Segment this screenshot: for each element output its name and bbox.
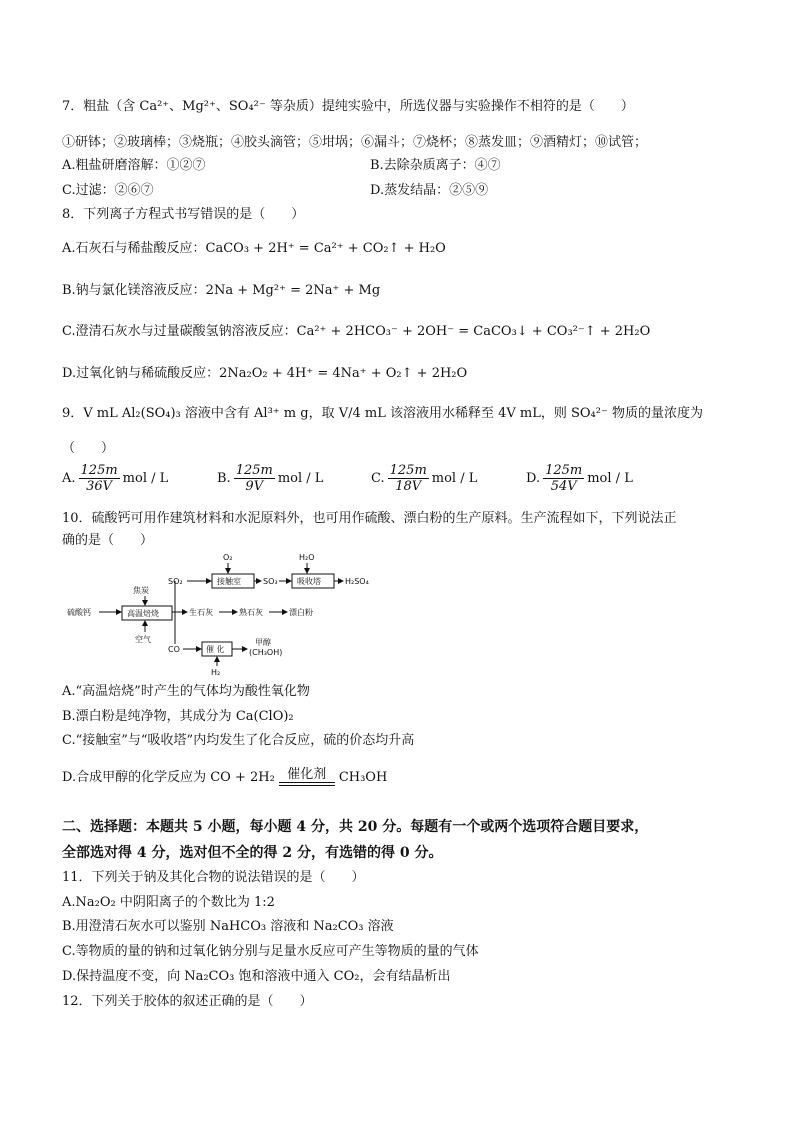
q10-option-c: C.“接触室”与“吸收塔”内均发生了化合反应，硫的价态均升高 [62,733,415,748]
flow-catalysis-label: 催 化 [206,645,225,654]
q7-option-c: C.过滤：②⑥⑦ [62,183,154,198]
q9-option-b [217,463,323,494]
q8-option-d: D.过氧化钠与稀硫酸反应：2Na₂O₂ + 4H⁺ = 4Na⁺ + O₂↑ + 2H₂O [62,366,468,381]
flow-absorb-label: 吸收塔 [297,577,321,586]
q9-option-c-fraction [388,463,429,494]
q9-option-c-unit: mol / L [431,471,478,486]
q9-option-a-letter: A. [62,471,76,486]
q10-stem-line1: 10．硫酸钙可用作建筑材料和水泥原料外，也可用作硫酸、漂白粉的生产原料。生产流程如下，下列说法正 [62,511,677,526]
flow-h2-label: H₂ [211,668,221,677]
q10-option-a: A.“高温焙烧”时产生的气体均为酸性氧化物 [62,684,310,699]
q9-option-a-numerator: 125m [80,463,118,478]
q10-flow-diagram [65,548,369,677]
section2-heading-line1: 二、选择题：本题共 5 小题，每小题 4 分，共 20 分。每题有一个或两个选项符合题目要求， [62,819,649,835]
flow-co-label: CO [168,645,180,654]
flow-bleach-label: 漂白粉 [289,608,313,617]
q9-option-c-denominator: 18V [395,479,422,494]
flow-so3-label: SO₃ [263,577,278,586]
q9-option-b-denominator: 9V [245,479,264,494]
q8-option-b: B.钠与氯化镁溶液反应：2Na + Mg²⁺ = 2Na⁺ + Mg [62,283,381,298]
flow-quicklime-label: 生石灰 [189,608,213,617]
q7-option-b: B.去除杂质离子：④⑦ [370,158,501,173]
q7-instruments: ①研钵；②玻璃棒；③烧瓶；④胶头滴管；⑤坩埚；⑥漏斗；⑦烧杯；⑧蒸发皿；⑨酒精灯；⑩试管； [62,135,648,150]
q9-option-b-numerator: 125m [235,463,273,478]
q9-option-d-numerator: 125m [545,463,583,478]
q10-stem-line2: 确的是（ ） [62,533,154,548]
q11-stem: 11．下列关于钠及其化合物的说法错误的是（ ） [62,870,365,885]
section2-heading-line2: 全部选对得 4 分，选对但不全的得 2 分，有选错的得 0 分。 [62,845,443,861]
q9-stem: 9．V mL Al₂(SO₄)₃ 溶液中含有 Al³⁺ m g，取 V/4 mL 该溶液用水稀释至 4V mL，则 SO₄²⁻ 物质的量浓度为 [62,406,703,421]
q9-option-d-unit: mol / L [587,471,633,486]
q11-option-c: C.等物质的量的钠和过氧化钠分别与足量水反应可产生等物质的量的气体 [62,944,479,959]
q9-option-c-numerator: 125m [389,463,427,478]
q10-option-d-lhs: D.合成甲醇的化学反应为 CO + 2H₂ [62,770,275,785]
q9-option-a [62,463,168,494]
q9-option-d [526,463,633,494]
flow-o2-label: O₂ [223,553,233,562]
q10-option-d [62,768,387,786]
q9-option-d-letter: D. [526,471,541,486]
flow-raw-label: 硫酸钙 [67,608,91,617]
q10-option-d-catalyst-arrow [279,768,335,786]
q10-option-d-rhs: CH₃OH [338,770,388,785]
flow-methanol-formula: (CH₃OH) [249,648,283,657]
q11-option-a: A.Na₂O₂ 中阴阳离子的个数比为 1:2 [62,895,275,910]
q8-option-c: C.澄清石灰水与过量碳酸氢钠溶液反应：Ca²⁺ + 2HCO₃⁻ + 2OH⁻ = CaCO₃↓ + CO₃²⁻↑ + 2H₂O [62,324,651,339]
q12-stem: 12．下列关于胶体的叙述正确的是（ ） [62,994,313,1009]
q11-option-d: D.保持温度不变，向 Na₂CO₃ 饱和溶液中通入 CO₂，会有结晶析出 [62,969,451,984]
q7-option-a: A.粗盐研磨溶解：①②⑦ [62,158,206,173]
flow-so2-label: SO₂ [168,577,183,586]
q10-option-d-catalyst: 催化剂 [287,767,327,782]
q9-option-b-letter: B. [217,471,231,486]
flow-h2o-label: H₂O [299,553,315,562]
q7-stem: 7．粗盐（含 Ca²⁺、Mg²⁺、SO₄²⁻ 等杂质）提纯实验中，所选仪器与实验操作不相符的是（ ） [62,99,634,114]
flow-slaked-label: 熟石灰 [239,608,263,617]
q10-option-d-equals-bar [279,782,335,786]
q9-option-c-letter: C. [371,471,385,486]
q8-option-a: A.石灰石与稀盐酸反应：CaCO₃ + 2H⁺ = Ca²⁺ + CO₂↑ + H₂O [62,241,446,256]
q9-option-d-fraction [543,463,584,494]
q9-paren: （ ） [62,441,115,456]
q10-option-b: B.漂白粉是纯净物，其成分为 Ca(ClO)₂ [62,709,294,724]
q9-option-a-unit: mol / L [122,471,169,486]
q9-option-a-denominator: 36V [86,479,113,494]
q8-stem: 8．下列离子方程式书写错误的是（ ） [62,207,305,222]
q11-option-b: B.用澄清石灰水可以鉴别 NaHCO₃ 溶液和 Na₂CO₃ 溶液 [62,919,394,934]
q9-option-b-fraction [234,463,275,494]
flow-contact-label: 接触室 [217,577,241,586]
flow-air-label: 空气 [135,635,151,644]
flow-h2so4-label: H₂SO₄ [345,577,369,586]
flow-coke-label: 焦炭 [133,586,149,595]
q7-option-d: D.蒸发结晶：②⑤⑨ [370,183,489,198]
flow-methanol-label: 甲醇 [255,638,271,647]
q9-option-d-denominator: 54V [550,479,577,494]
q9-option-c [371,463,477,494]
q9-option-b-unit: mol / L [277,471,324,486]
q9-option-a-fraction [79,463,120,494]
flow-roast-label: 高温焙烧 [127,609,159,618]
